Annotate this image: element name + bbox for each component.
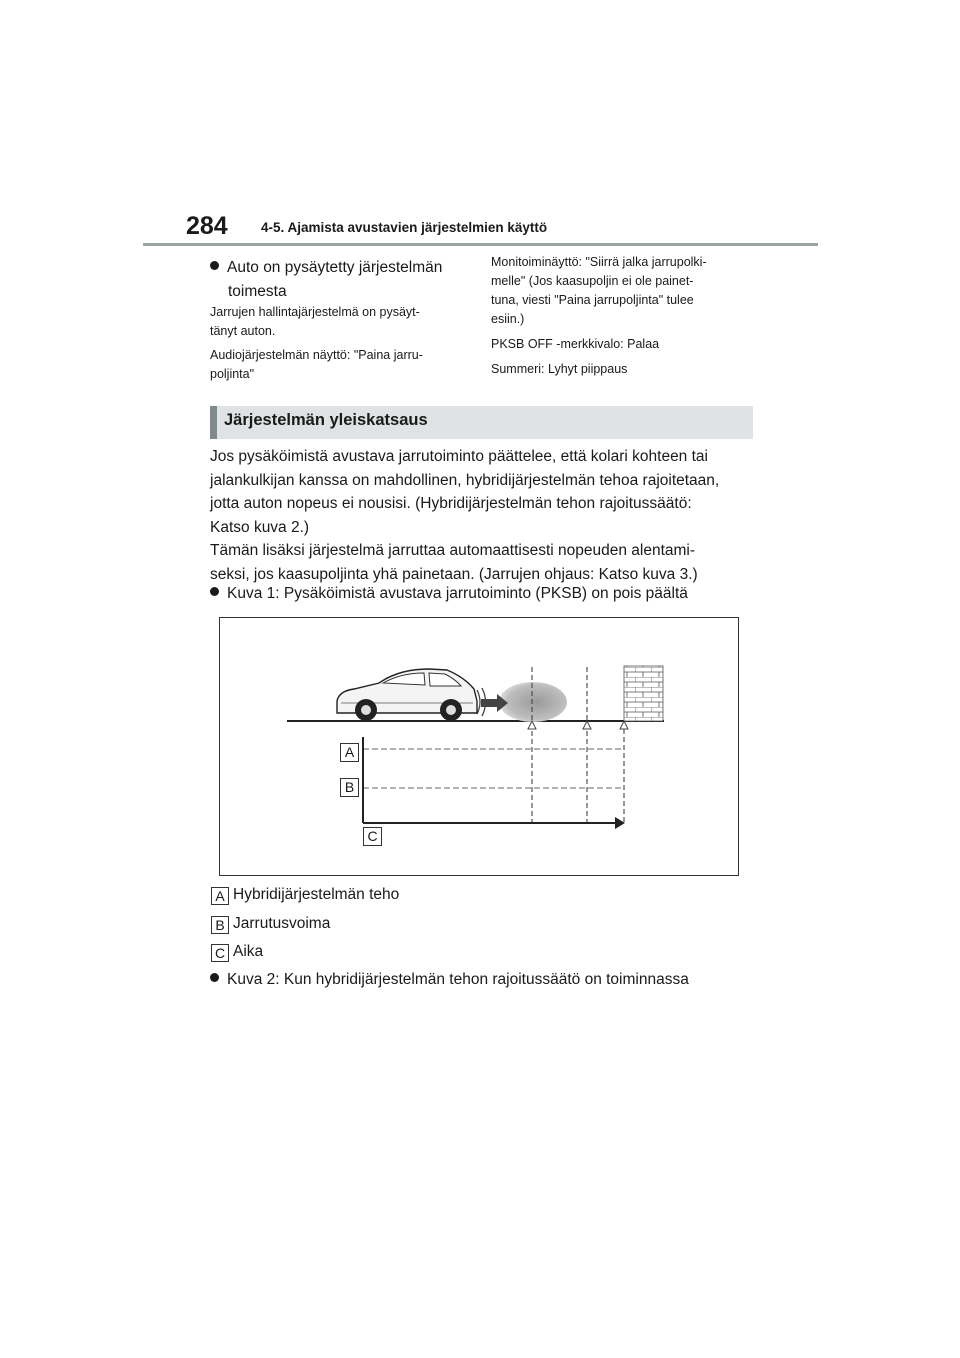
legend-key-b: B (211, 916, 229, 934)
legend-key-a: A (211, 887, 229, 905)
sensor-beam-icon (499, 682, 567, 722)
figure1-bullet (210, 582, 688, 606)
right-line1: Monitoiminäyttö: "Siirrä jalka jarrupolki- (491, 255, 707, 269)
body-line2: jalankulkijan kanssa on mahdollinen, hybridijärjestelmän tehoa rajoitetaan, (210, 471, 720, 489)
right-line2: melle" (Jos kaasupoljin ei ole painet- (491, 274, 694, 288)
figure2-caption: Kuva 2: Kun hybridijärjestelmän tehon rajoitussäätö on toiminnassa (227, 971, 689, 988)
legend-item-a (211, 885, 399, 905)
bullet-dot-icon (210, 261, 219, 270)
body-line1: Jos pysäköimistä avustava jarrutoiminto päättelee, että kolari kohteen tai (210, 448, 708, 465)
stop-bullet-line1: Auto on pysäytetty järjestelmän (227, 259, 443, 276)
audio-display-line2: poljinta" (210, 367, 255, 381)
body-line5: Tämän lisäksi järjestelmä jarruttaa automaattisesti nopeuden alentami- (210, 542, 696, 559)
brake-control-paragraph (210, 303, 460, 341)
bullet-dot-icon (210, 587, 219, 596)
brick-wall-icon (624, 666, 663, 721)
level-lines (363, 749, 624, 788)
figure2-bullet (210, 968, 689, 992)
figure-label-b: B (340, 778, 359, 797)
legend-text-a: Hybridijärjestelmän teho (233, 886, 400, 903)
stop-bullet (210, 256, 460, 304)
stop-bullet-line2: toimesta (228, 283, 287, 300)
body-line6: seksi, jos kaasupoljinta yhä painetaan. (Jarrujen ohjaus: Katso kuva 3.) (210, 565, 698, 583)
right-line3: tuna, viesti "Paina jarrupoljinta" tulee (491, 293, 694, 307)
figure1-caption: Kuva 1: Pysäköimistä avustava jarrutoiminto (PKSB) on pois päältä (227, 585, 688, 602)
section-heading: Järjestelmän yleiskatsaus (224, 411, 428, 429)
legend-text-b: Jarrutusvoima (233, 915, 331, 932)
brake-control-line1: Jarrujen hallintajärjestelmä on pysäyt- (210, 305, 420, 319)
right-line4: esiin.) (491, 312, 525, 326)
body-line4: Katso kuva 2.) (210, 518, 310, 536)
legend-item-b (211, 914, 330, 934)
body-paragraph (210, 445, 770, 586)
figure-label-a: A (340, 743, 359, 762)
body-line3: jotta auton nopeus ei nousisi. (Hybridijärjestelmän tehon rajoitussäätö: (210, 495, 692, 512)
buzzer-text: Summeri: Lyhyt piippaus (491, 362, 628, 376)
audio-display-line1: Audiojärjestelmän näyttö: "Paina jarru- (210, 348, 423, 362)
section-title: 4-5. Ajamista avustavien järjestelmien käyttö (261, 220, 548, 235)
brake-control-line2: tänyt auton. (210, 324, 276, 338)
page-number: 284 (186, 212, 228, 240)
figure-label-c: C (363, 827, 382, 846)
bullet-dot-icon (210, 973, 219, 982)
header-rule (143, 243, 818, 246)
audio-display-paragraph (210, 346, 460, 384)
pksb-indicator-text: PKSB OFF -merkkivalo: Palaa (491, 337, 660, 351)
multi-display-paragraph (491, 253, 746, 329)
right-column (491, 253, 746, 385)
legend-item-c (211, 942, 263, 962)
legend-key-c: C (211, 944, 229, 962)
car-icon (337, 669, 477, 721)
marker-triangles (528, 721, 628, 729)
legend-text-c: Aika (233, 943, 264, 960)
pksb-diagram (219, 617, 739, 876)
